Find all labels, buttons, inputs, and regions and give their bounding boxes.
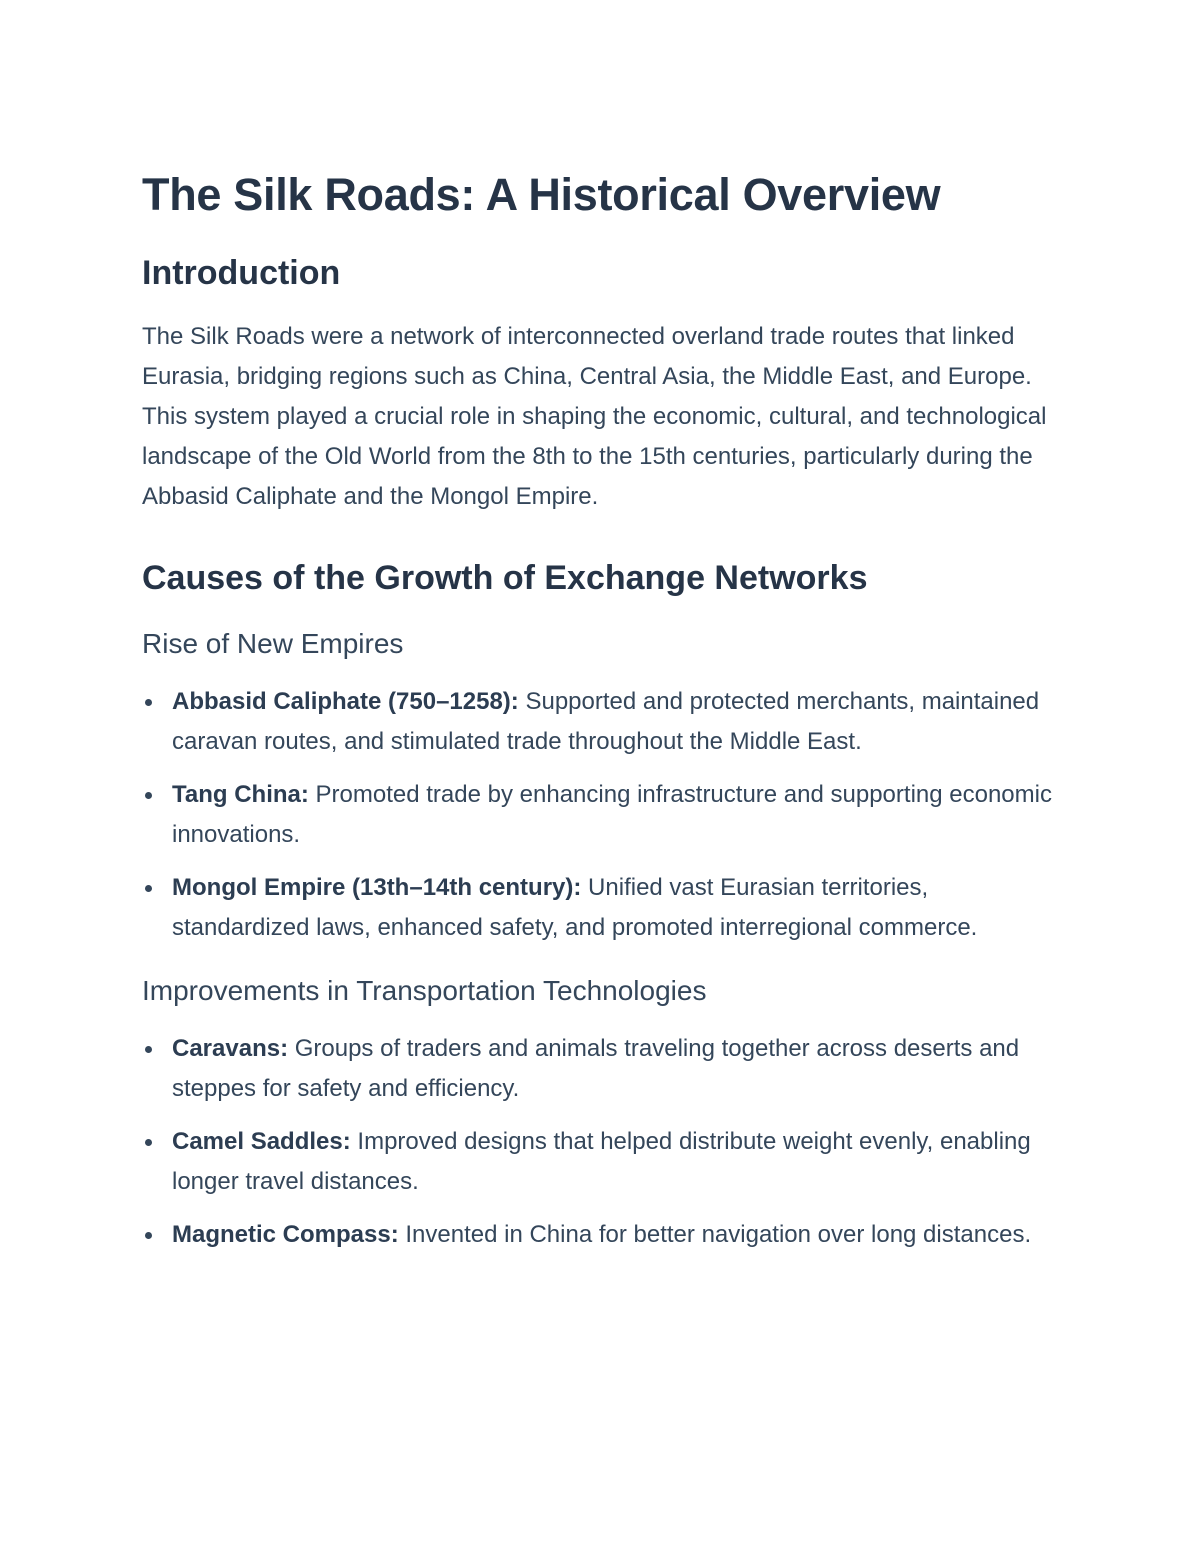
causes-heading: Causes of the Growth of Exchange Networks: [142, 559, 868, 597]
list-item-text: Invented in China for better navigation over long distances.: [398, 1221, 1032, 1248]
list-item-text: Groups of traders and animals traveling together across deserts and steppes for safety and efficiency.: [172, 1035, 1020, 1102]
list-item-term: Camel Saddles:: [172, 1128, 351, 1155]
list-item: [142, 682, 1072, 762]
document-page: [142, 168, 1072, 1255]
transport-subheading: Improvements in Transportation Technologies: [142, 975, 707, 1006]
list-item: [142, 775, 1072, 855]
introduction-paragraph: The Silk Roads were a network of interconnected overland trade routes that linked Eurasia, bridging regions such as China, Central Asia, the Middle East, and Europe. This system played a crucial role in shaping the economic, cultural, and technological landscape of the Old World from the 8th to the 15th centuries, particularly during the Abbasid Caliphate and the Mongol Empire.: [142, 323, 1047, 510]
empires-subheading: Rise of New Empires: [142, 628, 404, 659]
document-title: The Silk Roads: A Historical Overview: [142, 169, 941, 220]
list-item-text: Supported and protected merchants, maintained caravan routes, and stimulated trade throughout the Middle East.: [172, 688, 1040, 755]
bullet-icon: [145, 885, 152, 892]
bullet-icon: [145, 699, 152, 706]
introduction-heading: Introduction: [142, 254, 341, 292]
bullet-icon: [145, 792, 152, 799]
list-item-term: Mongol Empire (13th–14th century):: [172, 874, 582, 901]
list-item-text: Promoted trade by enhancing infrastructure and supporting economic innovations.: [172, 781, 1052, 848]
list-item-term: Tang China:: [172, 781, 309, 808]
empires-list: [142, 682, 1072, 948]
bullet-icon: [145, 1232, 152, 1239]
list-item-text: Improved designs that helped distribute weight evenly, enabling longer travel distances.: [172, 1128, 1031, 1195]
list-item: [142, 1122, 1072, 1202]
bullet-icon: [145, 1046, 152, 1053]
list-item-term: Abbasid Caliphate (750–1258):: [172, 688, 519, 715]
list-item: [142, 1215, 1072, 1255]
list-item-text: Unified vast Eurasian territories, standardized laws, enhanced safety, and promoted interregional commerce.: [172, 874, 978, 941]
list-item: [142, 868, 1072, 948]
transport-list: [142, 1029, 1072, 1255]
bullet-icon: [145, 1139, 152, 1146]
list-item: [142, 1029, 1072, 1109]
list-item-term: Magnetic Compass:: [172, 1221, 399, 1248]
list-item-term: Caravans:: [172, 1035, 289, 1062]
